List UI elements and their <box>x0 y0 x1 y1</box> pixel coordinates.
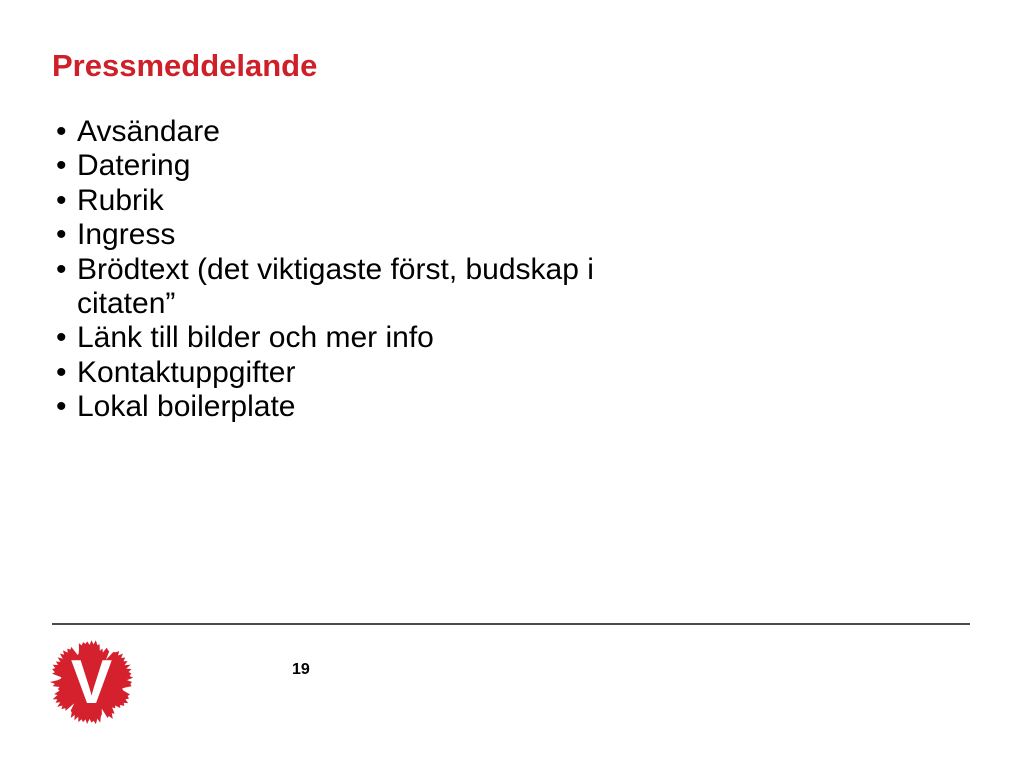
page-number: 19 <box>292 661 310 678</box>
bullet-item: • Datering <box>56 149 658 183</box>
bullet-item: • Avsändare <box>56 115 658 149</box>
slide-title: Pressmeddelande <box>52 48 318 83</box>
bullet-item: • Brödtext (det viktigaste först, budskap i citaten” <box>56 253 658 322</box>
logo-letter-v: V <box>70 647 113 717</box>
bullet-item: • Lokal boilerplate <box>56 390 658 424</box>
bullet-item: • Länk till bilder och mer info <box>56 321 658 355</box>
bullet-item: • Rubrik <box>56 184 658 218</box>
bullet-item: • Ingress <box>56 218 658 252</box>
footer-divider <box>52 623 970 625</box>
bullet-item: • Kontaktuppgifter <box>56 356 658 390</box>
carnation-logo-icon <box>46 636 137 728</box>
party-logo <box>46 636 137 728</box>
bullet-list <box>56 115 658 425</box>
